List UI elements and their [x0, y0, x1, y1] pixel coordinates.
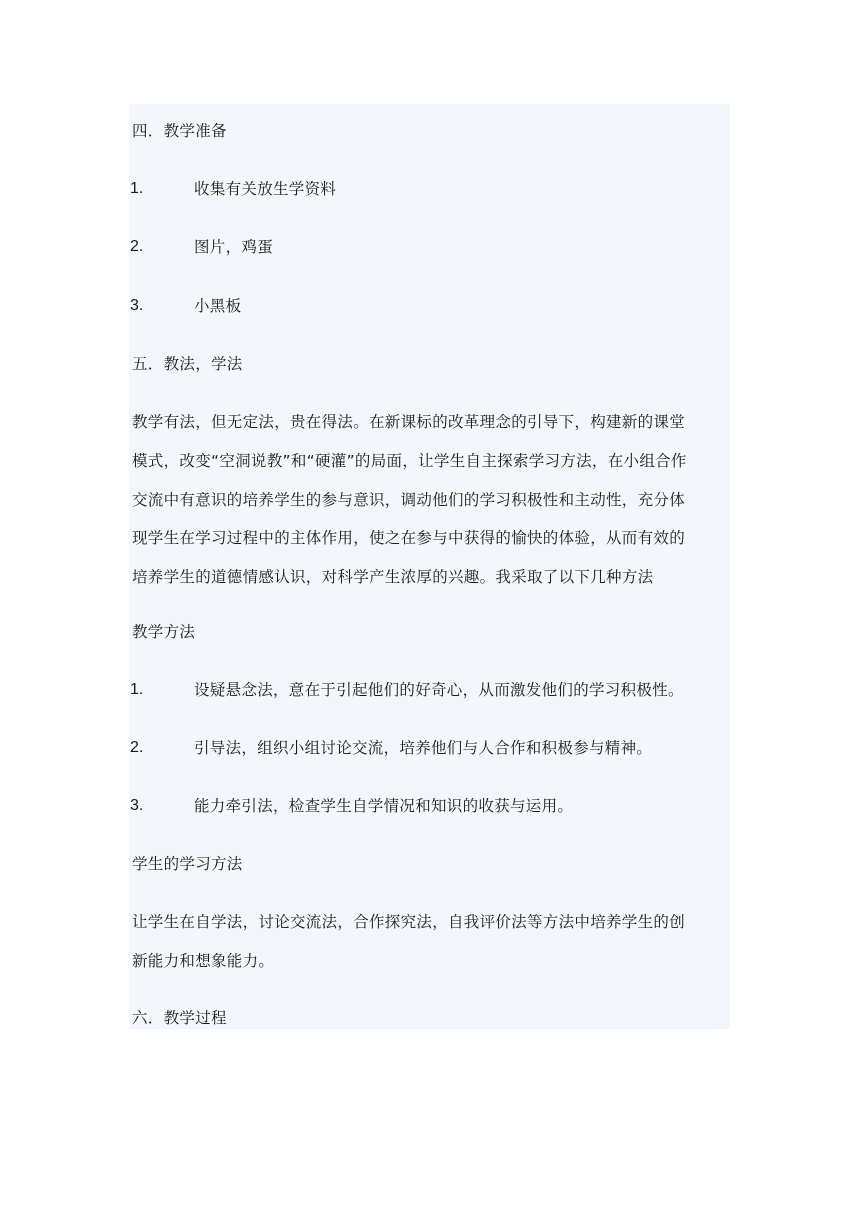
- list-item: 引导法，组织小组讨论交流，培养他们与人合作和积极参与精神。: [194, 739, 653, 757]
- list-number: 2.: [130, 739, 144, 756]
- paragraph-line: 培养学生的道德情感认识，对科学产生浓厚的兴趣。我采取了以下几种方法: [132, 568, 654, 586]
- paragraph-line: 新能力和想象能力。: [132, 952, 275, 970]
- paragraph-line: 交流中有意识的培养学生的参与意识，调动他们的学习积极性和主动性，充分体: [132, 491, 686, 509]
- section-heading-6: 六．教学过程: [132, 1009, 227, 1027]
- subheading-methods: 教学方法: [132, 623, 196, 641]
- list-item: 设疑悬念法，意在于引起他们的好奇心，从而激发他们的学习积极性。: [194, 681, 684, 699]
- list-item: 图片，鸡蛋: [194, 238, 274, 256]
- list-number: 1.: [130, 180, 144, 197]
- list-number: 2.: [130, 238, 144, 255]
- list-number: 3.: [130, 297, 144, 314]
- list-number: 1.: [130, 681, 144, 698]
- paragraph-line: 模式，改变“空洞说教”和“硬灌”的局面，让学生自主探索学习方法，在小组合作: [132, 452, 687, 470]
- paragraph-line: 让学生在自学法，讨论交流法，合作探究法，自我评价法等方法中培养学生的创: [132, 913, 686, 931]
- subheading-student-methods: 学生的学习方法: [132, 855, 243, 873]
- section-heading-4: 四．教学准备: [132, 122, 227, 140]
- list-number: 3.: [130, 797, 144, 814]
- list-item: 能力牵引法，检查学生自学情况和知识的收获与运用。: [194, 797, 574, 815]
- list-item: 小黑板: [194, 297, 242, 315]
- list-item: 收集有关放生学资料: [194, 180, 337, 198]
- paragraph-line: 现学生在学习过程中的主体作用，使之在参与中获得的愉快的体验，从而有效的: [132, 529, 686, 547]
- section-heading-5: 五．教法，学法: [132, 355, 243, 373]
- paragraph-line: 教学有法，但无定法，贵在得法。在新课标的改革理念的引导下，构建新的课堂: [132, 413, 686, 431]
